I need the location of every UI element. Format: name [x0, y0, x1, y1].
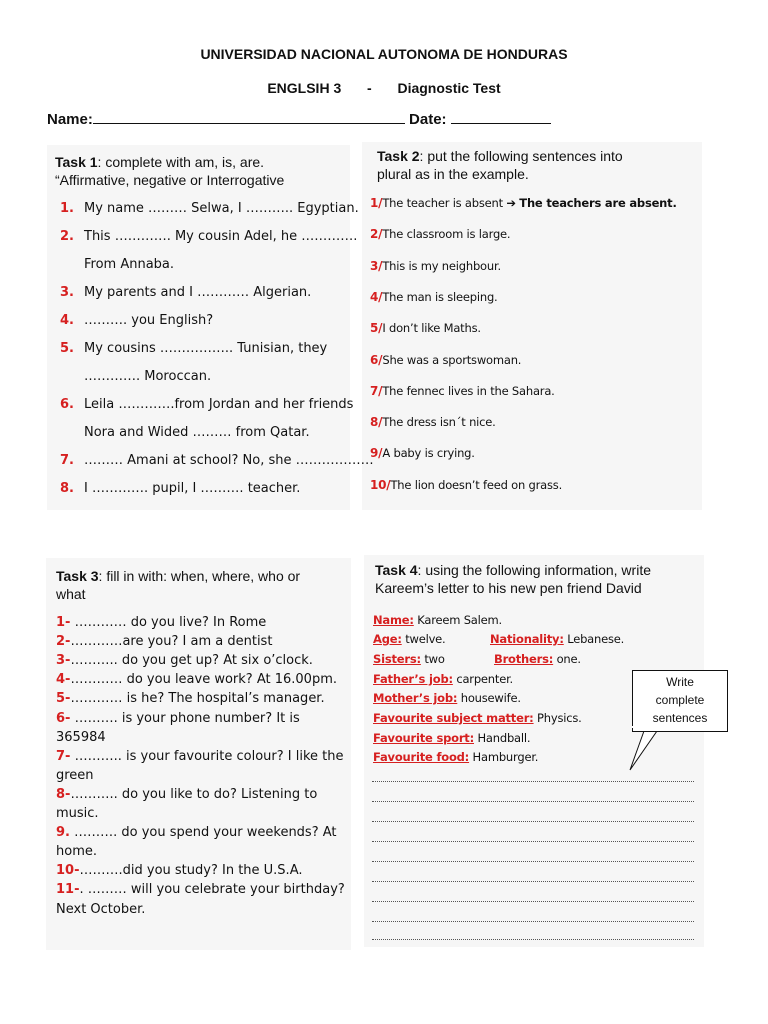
item-number: 3- [56, 653, 71, 669]
list-item [370, 478, 562, 492]
info-favourite-sport: Favourite sport: Handball. [373, 731, 531, 745]
info-favourite-subject: Favourite subject matter: Physics. [373, 711, 582, 725]
list-item [370, 384, 555, 398]
item-text: ………. is your phone number? It is [70, 710, 300, 726]
item-number: 4- [56, 672, 71, 688]
item-number: 5- [56, 691, 71, 707]
list-item [56, 844, 97, 859]
bubble-line: complete [655, 693, 705, 707]
list-item [56, 749, 343, 764]
list-item [370, 196, 677, 210]
item-number: 8/ [370, 415, 383, 430]
item-text: ………… do you leave work? At 16.00pm. [70, 672, 337, 688]
list-item [56, 806, 99, 821]
speech-bubble [632, 670, 728, 732]
item-number: 11- [56, 882, 80, 898]
item-number: 2- [56, 634, 71, 650]
list-item [60, 229, 357, 244]
item-text: …………are you? I am a dentist [70, 634, 273, 650]
writing-line[interactable] [372, 780, 694, 782]
info-favourite-food: Favourite food: Hamburger. [373, 750, 539, 764]
item-text: ……… Amani at school? No, she ……………… [84, 453, 374, 468]
item-text: The classroom is large. [382, 227, 511, 242]
writing-line[interactable] [372, 840, 694, 842]
item-number: 4. [60, 313, 74, 328]
speech-bubble-tail [620, 726, 660, 774]
list-item [56, 634, 272, 649]
list-item [370, 227, 510, 241]
list-item [60, 481, 300, 496]
example-answer: The teachers are absent. [519, 196, 677, 210]
item-number: 4/ [370, 289, 383, 304]
item-text: She was a sportswoman. [382, 352, 522, 367]
list-item [56, 787, 317, 802]
task4-title: Task 4: using the following information, write Kareem’s letter to his new pen friend David [375, 562, 651, 596]
course-name: ENGLSIH 3 [267, 80, 342, 96]
item-number: 5/ [370, 321, 383, 336]
item-text: Leila ………….from Jordan and her friends [84, 397, 354, 412]
name-date-line [47, 111, 551, 128]
list-item [56, 711, 300, 726]
item-number: 6. [60, 397, 74, 412]
writing-line[interactable] [372, 800, 694, 802]
item-number: 7. [60, 453, 74, 468]
writing-line[interactable] [372, 860, 694, 862]
bubble-line: sentences [652, 711, 708, 725]
item-text: Nora and Wided ……… from Qatar. [84, 425, 310, 440]
list-item [60, 285, 311, 300]
info-age: Age: twelve. [373, 632, 446, 646]
test-title [0, 80, 768, 96]
item-number: 9/ [370, 446, 383, 461]
item-text: I don’t like Maths. [382, 321, 481, 336]
item-text: ……….. do you like to do? Listening to [70, 786, 318, 802]
title-dash: - [367, 80, 372, 96]
item-number: 6/ [370, 352, 383, 367]
list-item [370, 259, 501, 273]
item-number: 10/ [370, 477, 391, 492]
item-number: 2/ [370, 227, 383, 242]
item-text: green [56, 767, 94, 783]
info-sisters: Sisters: two [373, 652, 445, 666]
item-text: My name ……… Selwa, I ……….. Egyptian. [84, 201, 359, 216]
item-text: The fennec lives in the Sahara. [382, 383, 555, 398]
list-item [56, 768, 94, 783]
item-text: ……….did you study? In the U.S.A. [79, 863, 303, 879]
item-text: ……….. do you get up? At six o’clock. [70, 653, 313, 669]
item-number: 1- [56, 615, 71, 630]
item-number: 1/ [370, 196, 383, 210]
item-text: Next October. [56, 901, 146, 917]
item-number: 10- [56, 863, 80, 879]
item-text: ………… is he? The hospital’s manager. [70, 691, 325, 707]
item-text: 365984 [56, 729, 106, 745]
item-number: 3/ [370, 258, 383, 273]
item-text: This is my neighbour. [382, 258, 501, 273]
list-item [56, 691, 325, 706]
info-mother-job: Mother’s job: housewife. [373, 691, 521, 705]
test-name: Diagnostic Test [397, 80, 501, 96]
item-number: 8- [56, 786, 71, 802]
list-item [56, 615, 266, 630]
item-number: 2. [60, 229, 74, 244]
item-text: This …………. My cousin Adel, he …………. [84, 229, 358, 244]
item-number: 7- [56, 748, 71, 764]
item-text: The man is sleeping. [382, 289, 498, 304]
list-item [370, 290, 498, 304]
item-text: A baby is crying. [382, 446, 475, 461]
writing-line[interactable] [372, 900, 694, 902]
list-item [60, 425, 310, 440]
list-item [60, 201, 359, 216]
bubble-line: Write [666, 675, 694, 689]
info-father-job: Father’s job: carpenter. [373, 672, 514, 686]
item-text: The teacher is absent ➔ [382, 196, 520, 210]
list-item [56, 730, 106, 745]
list-item [56, 882, 345, 897]
info-brothers: Brothers: one. [494, 652, 581, 666]
item-text: . ……… will you celebrate your birthday? [79, 882, 345, 898]
item-number: 5. [60, 341, 74, 356]
writing-line[interactable] [372, 880, 694, 882]
item-number: 3. [60, 285, 74, 300]
name-blank[interactable] [93, 111, 405, 124]
item-number: 8. [60, 481, 74, 496]
list-item [370, 415, 496, 429]
item-text: home. [56, 844, 97, 860]
item-number: 7/ [370, 383, 383, 398]
list-item [60, 257, 174, 272]
item-number: 9. [56, 825, 70, 841]
info-nationality: Nationality: Lebanese. [490, 632, 625, 646]
name-label: Name: [47, 111, 93, 128]
list-item [60, 453, 374, 468]
date-blank[interactable] [451, 111, 551, 124]
task1-title: Task 1: complete with am, is, are. “Affirmative, negative or Interrogative [55, 154, 285, 188]
item-text: ………… do you live? In Rome [70, 615, 267, 630]
item-number: 1. [60, 201, 74, 216]
item-text: ………. you English? [84, 313, 214, 328]
list-item [56, 825, 337, 840]
list-item [370, 353, 521, 367]
list-item [60, 397, 353, 412]
writing-line[interactable] [372, 938, 694, 940]
item-text: The lion doesn’t feed on grass. [390, 477, 563, 492]
list-item [60, 369, 211, 384]
task3-title: Task 3: fill in with: when, where, who or what [56, 568, 301, 602]
item-number: 6- [56, 710, 71, 726]
list-item [60, 341, 327, 356]
list-item [60, 313, 213, 328]
item-text: music. [56, 806, 99, 821]
info-name: Name: Kareem Salem. [373, 613, 502, 627]
date-label: Date: [409, 111, 447, 128]
list-item [370, 446, 475, 460]
list-item [56, 653, 313, 668]
item-text: ………. do you spend your weekends? At [69, 825, 337, 841]
list-item [56, 863, 303, 878]
item-text: I …………. pupil, I ………. teacher. [84, 481, 301, 496]
item-text: …………. Moroccan. [84, 369, 212, 384]
item-text: From Annaba. [84, 257, 175, 272]
item-text: My parents and I ………… Algerian. [84, 285, 312, 300]
item-text: The dress isn´t nice. [382, 415, 496, 430]
writing-line[interactable] [372, 820, 694, 822]
writing-line[interactable] [372, 920, 694, 922]
task2-title: Task 2: put the following sentences into plural as in the example. [377, 148, 623, 182]
university-title: UNIVERSIDAD NACIONAL AUTONOMA DE HONDURAS [200, 46, 568, 62]
list-item [370, 321, 481, 335]
item-text: ……….. is your favourite colour? I like the [70, 748, 344, 764]
list-item [56, 902, 145, 917]
list-item [56, 672, 337, 687]
item-text: My cousins …………….. Tunisian, they [84, 341, 328, 356]
